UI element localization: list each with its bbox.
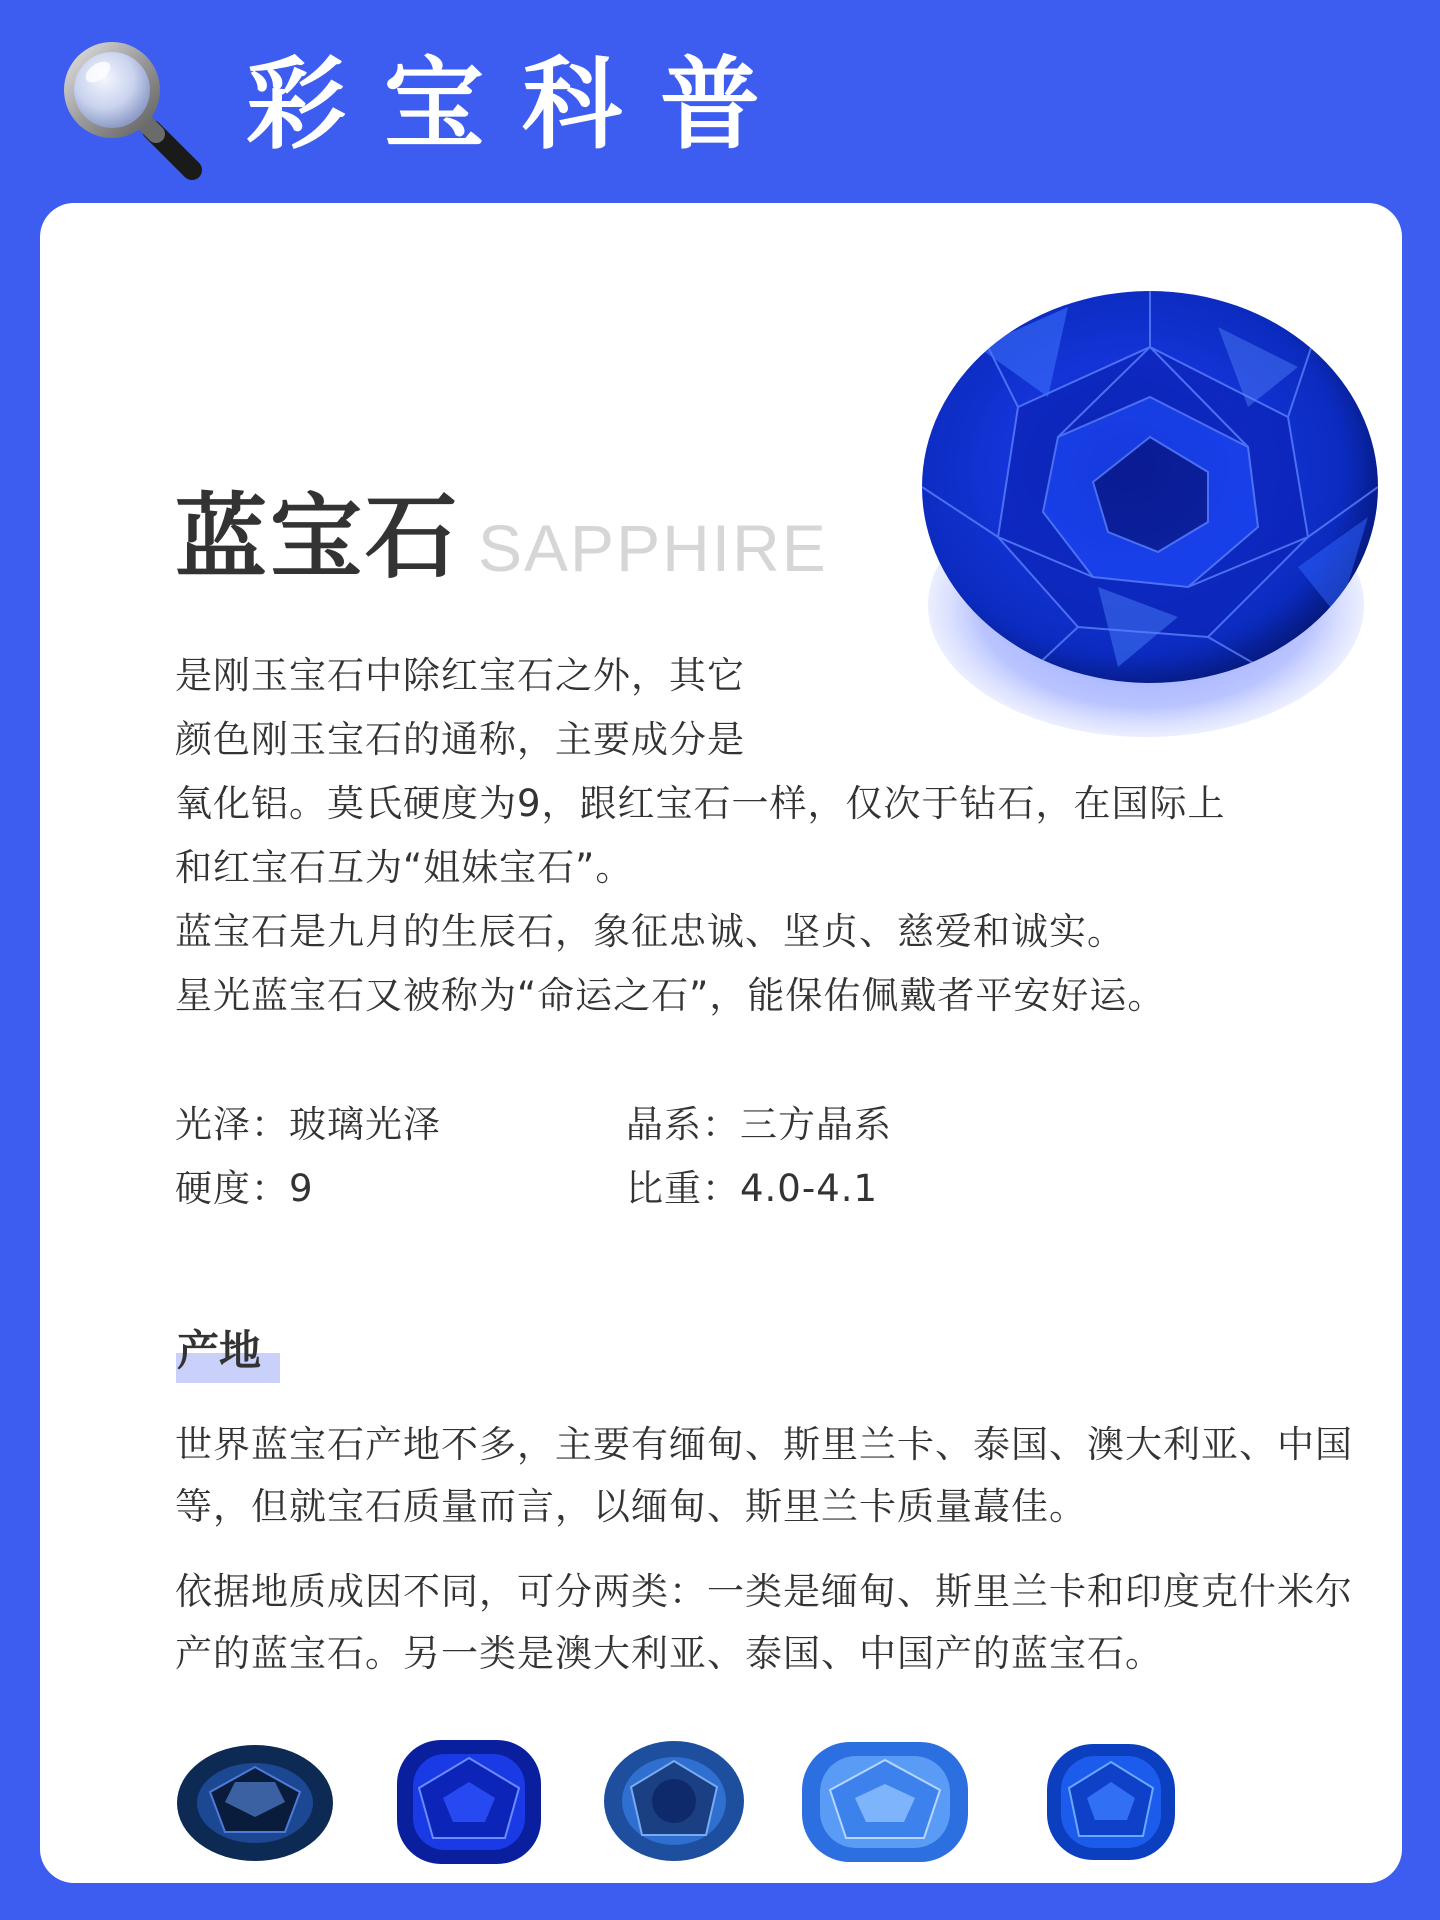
- sapphire-sample-2: [395, 1738, 543, 1866]
- gem-name-cn: 蓝宝石: [175, 484, 461, 591]
- origin-paragraph-2: [175, 1561, 1353, 1685]
- intro-paragraph: [175, 644, 1226, 1028]
- header-title: 彩宝科普: [246, 46, 798, 163]
- sapphire-sample-5: [1045, 1742, 1177, 1862]
- gem-name-en: SAPPHIRE: [478, 511, 828, 585]
- prop-luster: 光泽：玻璃光泽: [175, 1103, 441, 1146]
- magnifier-icon: [56, 34, 206, 184]
- intro-line: 蓝宝石是九月的生辰石，象征忠诚、坚贞、慈爱和诚实。: [175, 910, 1125, 953]
- intro-line: 和红宝石互为“姐妹宝石”。: [175, 846, 634, 889]
- sapphire-sample-3: [602, 1739, 747, 1864]
- origin-line: 等，但就宝石质量而言，以缅甸、斯里兰卡质量蕞佳。: [175, 1485, 1087, 1528]
- origin-line: 产的蓝宝石。另一类是澳大利亚、泰国、中国产的蓝宝石。: [175, 1632, 1163, 1675]
- origin-line: 依据地质成因不同，可分两类：一类是缅甸、斯里兰卡和印度克什米尔: [175, 1570, 1353, 1613]
- intro-line: 氧化铝。莫氏硬度为9，跟红宝石一样，仅次于钻石，在国际上: [175, 782, 1226, 825]
- origin-paragraph-1: [175, 1414, 1353, 1538]
- origin-line: 世界蓝宝石产地不多，主要有缅甸、斯里兰卡、泰国、澳大利亚、中国: [175, 1423, 1353, 1466]
- content-card: [40, 203, 1402, 1883]
- prop-hardness: 硬度：9: [175, 1167, 314, 1210]
- prop-crystal: 晶系：三方晶系: [626, 1103, 892, 1146]
- sapphire-sample-4: [800, 1738, 970, 1866]
- intro-line: 颜色刚玉宝石的通称，主要成分是: [175, 718, 745, 761]
- sapphire-sample-1: [175, 1742, 335, 1864]
- sapphire-samples: [175, 1738, 1215, 1883]
- intro-line: 是刚玉宝石中除红宝石之外，其它: [175, 654, 745, 697]
- intro-line: 星光蓝宝石又被称为“命运之石”，能保佑佩戴者平安好运。: [175, 974, 1166, 1017]
- prop-gravity: 比重：4.0-4.1: [626, 1167, 879, 1210]
- origin-heading: 产地: [177, 1326, 262, 1375]
- header: [0, 0, 1440, 200]
